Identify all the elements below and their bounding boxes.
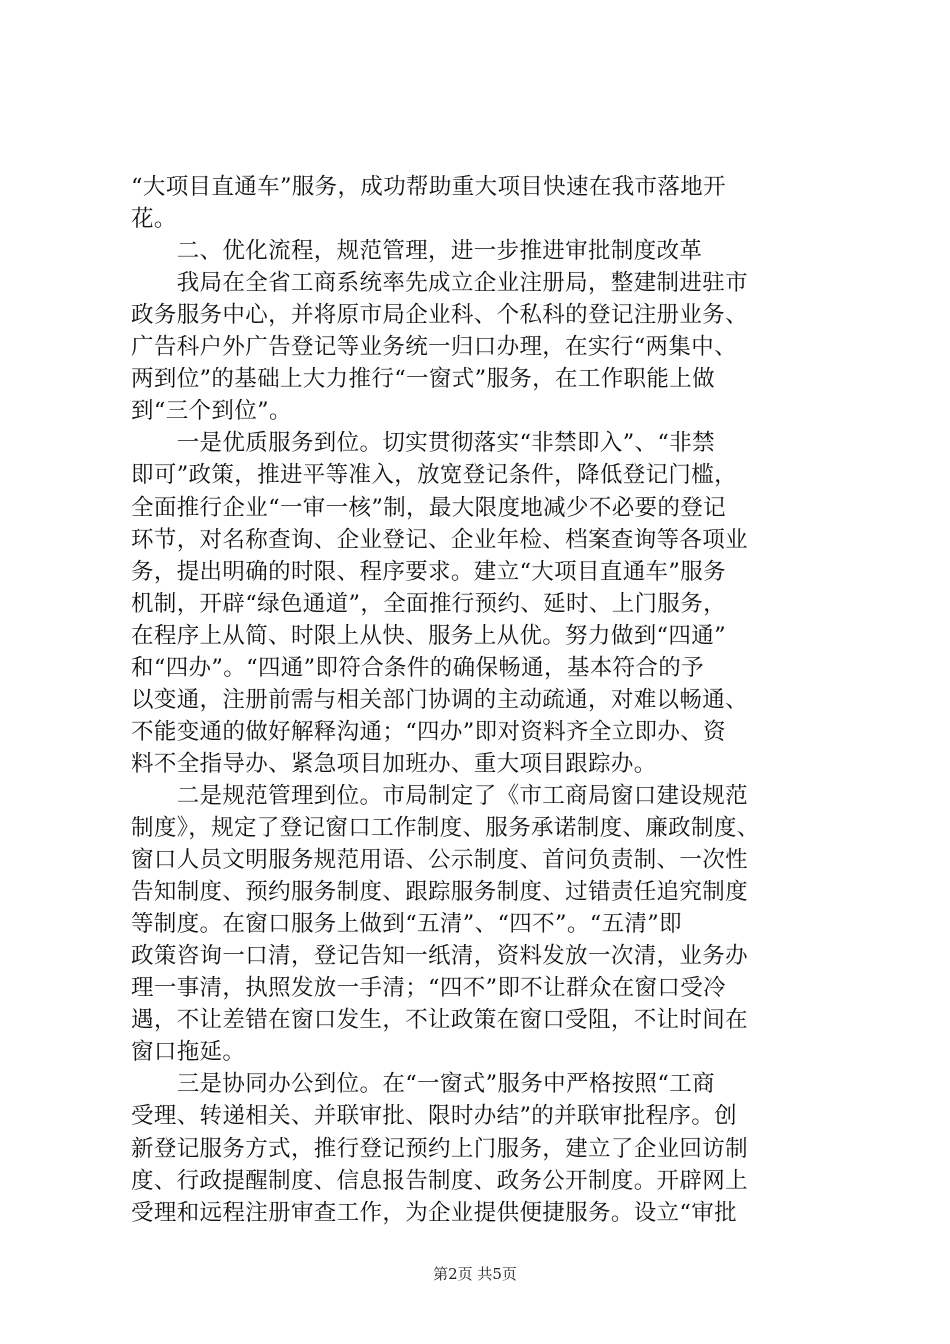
text-line: 料不全指导办、紧急项目加班办、重大项目跟踪办。: [131, 750, 657, 777]
text-line: 遇，不让差错在窗口发生，不让政策在窗口受阻，不让时间在: [131, 1007, 748, 1034]
text-line: 全面推行企业“一审一核”制，最大限度地减少不必要的登记: [131, 494, 726, 521]
text-line: 窗口人员文明服务规范用语、公示制度、首问负责制、一次性: [131, 847, 748, 874]
text-line: 理一事清，执照发放一手清；“四不”即不让群众在窗口受冷: [131, 975, 726, 1002]
text-line: 不能变通的做好解释沟通；“四办”即对资料齐全立即办、资: [131, 718, 726, 745]
text-line: 二是规范管理到位。市局制定了《市工商局窗口建设规范: [131, 782, 748, 809]
text-line: 以变通，注册前需与相关部门协调的主动疏通，对难以畅通、: [131, 686, 748, 713]
text-line: 到“三个到位”。: [131, 398, 292, 425]
text-line: 环节，对名称查询、企业登记、企业年检、档案查询等各项业: [131, 526, 748, 553]
text-line: 窗口拖延。: [131, 1039, 246, 1066]
text-line: 即可”政策，推进平等准入，放宽登记条件，降低登记门槛，: [131, 462, 737, 489]
text-line: 制度》，规定了登记窗口工作制度、服务承诺制度、廉政制度、: [131, 815, 760, 841]
text-line: 等制度。在窗口服务上做到“五清”、“四不”。“五清”即: [131, 911, 682, 938]
text-line: 二、优化流程，规范管理，进一步推进审批制度改革: [131, 238, 703, 265]
text-line: 务，提出明确的时限、程序要求。建立“大项目直通车”服务: [131, 558, 726, 585]
text-line: 受理、转递相关、并联审批、限时办结”的并联审批程序。创: [131, 1103, 737, 1130]
text-line: 三是协同办公到位。在“一窗式”服务中严格按照“工商: [131, 1071, 715, 1098]
text-line: 广告科户外广告登记等业务统一归口办理，在实行“两集中、: [131, 334, 737, 361]
text-line: 受理和远程注册审查工作，为企业提供便捷服务。设立“审批: [131, 1199, 737, 1226]
text-line: 两到位”的基础上大力推行“一窗式”服务，在工作职能上做: [131, 366, 715, 393]
text-line: 一是优质服务到位。切实贯彻落实“非禁即入”、“非禁: [131, 430, 715, 457]
text-line: 告知制度、预约服务制度、跟踪服务制度、过错责任追究制度: [131, 879, 748, 906]
text-line: 花。: [131, 206, 177, 233]
text-line: 度、行政提醒制度、信息报告制度、政务公开制度。开辟网上: [131, 1167, 748, 1194]
page-footer: 第2页 共5页: [433, 1265, 517, 1283]
text-line: 在程序上从简、时限上从快、服务上从优。努力做到“四通”: [131, 622, 726, 649]
text-line: “大项目直通车”服务，成功帮助重大项目快速在我市落地开: [131, 174, 726, 200]
text-line: 我局在全省工商系统率先成立企业注册局，整建制进驻市: [131, 270, 748, 297]
text-line: 新登记服务方式，推行登记预约上门服务，建立了企业回访制: [131, 1135, 748, 1162]
text-line: 和“四办”。“四通”即符合条件的确保畅通，基本符合的予: [131, 654, 704, 681]
text-line: 政务服务中心，并将原市局企业科、个私科的登记注册业务、: [131, 302, 748, 329]
text-line: 机制，开辟“绿色通道”，全面推行预约、延时、上门服务，: [131, 590, 726, 617]
text-line: 政策咨询一口清，登记告知一纸清，资料发放一次清，业务办: [131, 943, 748, 970]
